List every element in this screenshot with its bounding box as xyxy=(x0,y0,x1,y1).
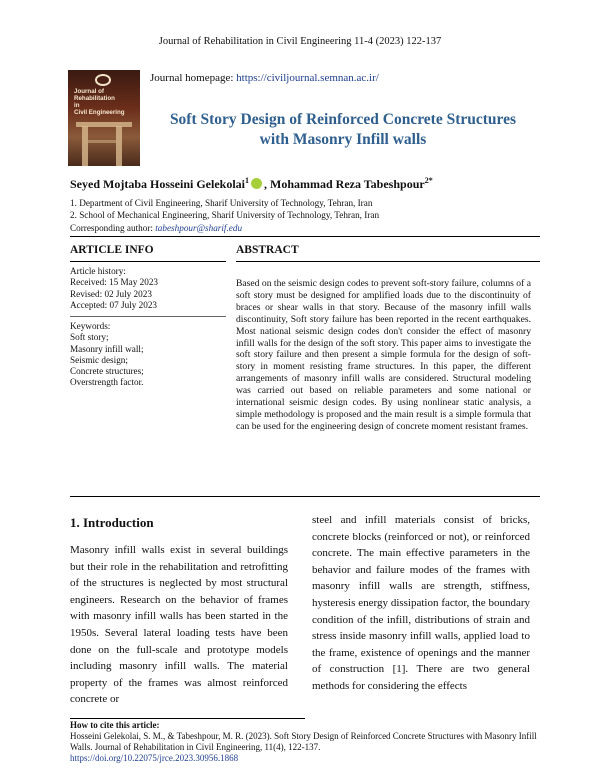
abstract-rule xyxy=(236,261,540,262)
paper-title: Soft Story Design of Reinforced Concrete Structures with Masonry Infill walls xyxy=(169,111,517,148)
corresponding-author: Corresponding author: tabeshpour@sharif.edu xyxy=(70,223,243,233)
header-rule xyxy=(70,236,540,237)
info-rule xyxy=(70,261,226,262)
doi-link[interactable]: https://doi.org/10.22075/jrce.2023.30956.1868 xyxy=(70,753,239,763)
affiliation-1: 1. Department of Civil Engineering, Sharif University of Technology, Tehran, Iran xyxy=(70,198,373,208)
author-1: Seyed Mojtaba Hosseini Gelekolai xyxy=(70,177,245,191)
section-heading-introduction: 1. Introduction xyxy=(70,515,154,530)
keywords: Keywords: Soft story; Masonry infill wall; Seismic design; Concrete structures; Overstrength factor. xyxy=(70,321,144,388)
journal-header: Journal of Rehabilitation in Civil Engineering 11-4 (2023) 122-137 xyxy=(158,36,442,47)
orcid-icon[interactable] xyxy=(251,178,262,189)
intro-left-column: Masonry infill walls exist in several buildings but their role in the rehabilitation and retrofitting of the structures is neglected by most structural engineers. Research on the behavior of frames with masonry infill walls has been started in the 1950s. Several lateral loading tests have been done on the full-scale and prototype models including masonry infill walls. The material property of the frames was almost reinforced concrete or xyxy=(70,544,288,706)
affiliation-2: 2. School of Mechanical Engineering, Sharif University of Technology, Tehran, Iran xyxy=(70,210,380,220)
corresponding-email-link[interactable]: tabeshpour@sharif.edu xyxy=(155,223,243,233)
how-to-cite: How to cite this article: Hosseini Gelekolai, S. M., & Tabeshpour, M. R. (2023). Soft Story Design of Reinforced Concrete Structures with Masonry Infill Walls. Journal of Rehabilitation in Civil Engineering, 11(4), 122-137. https://doi.org/10.22075/jrce.2023.30956.1868 xyxy=(70,720,537,763)
journal-homepage: Journal homepage: https://civiljournal.semnan.ac.ir/ xyxy=(150,72,379,84)
intro-right-column: steel and infill materials consist of bricks, concrete blocks (reinforced or not), or reinforced concrete. The main effective parameters in the behavior and failure modes of the frames with masonry infill walls are strength, stiffness, hysteresis energy dissipation factor, the boundary condition of the infill, distributions of strain and stress inside masonry infill walls, applied load to the frame, existence of openings and the manner of construction [1]. There are two general methods for considering the effects xyxy=(312,514,530,692)
history-rule xyxy=(70,316,226,317)
abstract-heading: ABSTRACT xyxy=(236,244,299,256)
journal-cover-image xyxy=(68,70,140,166)
article-history: Article history: Received: 15 May 2023 Revised: 02 July 2023 Accepted: 07 July 2023 xyxy=(70,266,159,310)
cite-rule xyxy=(70,718,305,719)
journal-logo-icon xyxy=(95,74,111,86)
cover-title: Journal of Rehabilitation in Civil Engineering xyxy=(74,88,125,116)
author-2: Mohammad Reza Tabeshpour xyxy=(270,177,425,191)
abstract-bottom-rule xyxy=(70,496,540,497)
author-list: Seyed Mojtaba Hosseini Gelekolai$^1$ , Mohammad Reza Tabeshpour$^{2*}$ xyxy=(70,176,433,191)
abstract-text: Based on the seismic design codes to prevent soft-story failure, columns of a soft story must be designed for amplified loads due to the discontinuity of braces or shear walls in that story. Because of the masonry infill walls discontinuity, Soft story failure has been reported in the recent earthquakes. Most national seismic design codes don't consider the effect of masonry infill walls for the design of the soft story. This paper aims to investigate the soft story failure and then present a simple formula for the design of soft-story in moment resisting frame structures. In this paper, the different arrangements of masonry infill walls are considered. Structural modeling was carried out based on reliable parameters and some national or international seismic design codes. By using nonlinear static analysis, a simple methodology is proposed and the main result is a simple formula that can be used for the engineering design of concrete moment resistant frames. xyxy=(236,278,531,432)
homepage-link[interactable]: https://civiljournal.semnan.ac.ir/ xyxy=(236,72,379,84)
article-info-heading: ARTICLE INFO xyxy=(70,244,154,256)
